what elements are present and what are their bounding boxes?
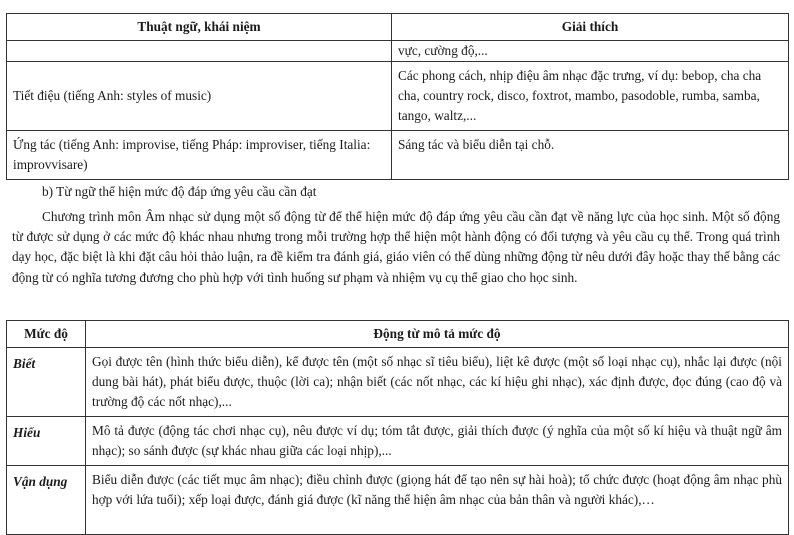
table-row: [7, 131, 789, 180]
level-cell: Biết: [7, 348, 86, 417]
table-row: [7, 348, 789, 417]
levels-table-header: [7, 321, 789, 348]
terms-table-header: [7, 14, 789, 41]
term-cell: [7, 41, 392, 62]
description-cell: Biểu diễn được (các tiết mục âm nhạc); điều chỉnh được (giọng hát để tạo nên sự hài hoà); tổ chức được (hoạt động âm nhạc phù hợp với lứa tuổi); xếp loại được, đánh giá được (kĩ năng thể hiện âm nhạc của bản thân và người khác),…: [86, 466, 789, 535]
section-paragraph: Chương trình môn Âm nhạc sử dụng một số động từ để thể hiện mức độ đáp ứng yêu cầu cần đạt về năng lực của học sinh. Một số động từ được sử dụng ở các mức độ khác nhau nhưng trong mỗi trường hợp thể hiện một hành động có đối tượng và yêu cầu cụ thể. Trong quá trình dạy học, đặc biệt là khi đặt câu hỏi thảo luận, ra đề kiểm tra đánh giá, giáo viên có thể dùng những động từ nêu dưới đây hoặc thay thế bằng các động từ có nghĩa tương đương cho phù hợp với tình huống sư phạm và nhiệm vụ cụ thể giao cho học sinh.: [12, 209, 780, 285]
table-row: [7, 466, 789, 535]
term-cell: Tiết điệu (tiếng Anh: styles of music): [7, 62, 392, 131]
explanation-cell: Các phong cách, nhịp điệu âm nhạc đặc trưng, ví dụ: bebop, cha cha cha, country rock, disco, foxtrot, mambo, pasodoble, rumba, samba, tango, waltz,...: [392, 62, 789, 131]
explanation-cell: vực, cường độ,...: [392, 41, 789, 62]
description-cell: Mô tả được (động tác chơi nhạc cụ), nêu được ví dụ; tóm tắt được, giải thích được (ý nghĩa của một số kí hiệu và thuật ngữ âm nhạc); so sánh được (sự khác nhau giữa các loại nhịp),...: [86, 417, 789, 466]
table-row: [7, 417, 789, 466]
levels-table: [6, 320, 789, 535]
section-subheading: b) Từ ngữ thể hiện mức độ đáp ứng yêu cầu cần đạt: [42, 184, 317, 199]
description-cell: Gọi được tên (hình thức biểu diễn), kể được tên (một số nhạc sĩ tiêu biểu), liệt kê được (một số loại nhạc cụ), nhắc lại được (nội dung bài hát), phát biểu được, thuộc (lời ca); nhận biết (các nốt nhạc, các kí hiệu ghi nhạc), xác định được, đọc đúng (cao độ và trường độ các nốt nhạc),...: [86, 348, 789, 417]
level-cell: Vận dụng: [7, 466, 86, 535]
header-term: Thuật ngữ, khái niệm: [7, 14, 392, 41]
table-row: [7, 62, 789, 131]
level-cell: Hiểu: [7, 417, 86, 466]
table-row: [7, 41, 789, 62]
header-verbs: Động từ mô tả mức độ: [86, 321, 789, 348]
terms-table: [6, 13, 789, 180]
header-explanation: Giải thích: [392, 14, 789, 41]
explanation-cell: Sáng tác và biểu diễn tại chỗ.: [392, 131, 789, 180]
term-cell: Ứng tác (tiếng Anh: improvise, tiếng Pháp: improviser, tiếng Italia: improvvisare): [7, 131, 392, 180]
header-level: Mức độ: [7, 321, 86, 348]
